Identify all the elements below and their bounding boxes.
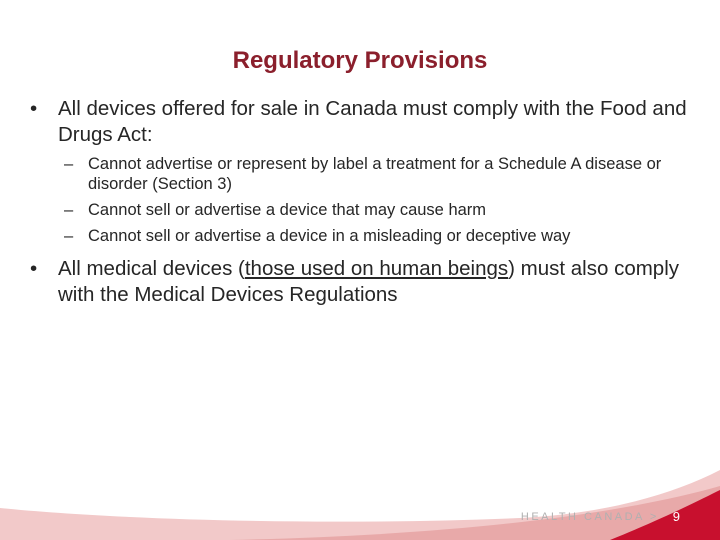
page-number: 9 bbox=[672, 509, 680, 524]
sub-bullet-item bbox=[30, 226, 700, 246]
bullet-icon: • bbox=[30, 97, 38, 120]
bullet-text-pre: All medical devices ( bbox=[58, 257, 245, 280]
bullet-item-1 bbox=[30, 96, 700, 148]
sub-bullet-item bbox=[30, 200, 700, 220]
underlined-phrase: those used on human beings bbox=[244, 257, 509, 280]
sub-bullet-item bbox=[30, 154, 700, 194]
sub-bullet-text: Cannot sell or advertise a device in a misleading or deceptive way bbox=[88, 227, 571, 245]
sub-bullet-list bbox=[30, 154, 700, 246]
footer bbox=[521, 509, 680, 524]
dash-icon: – bbox=[64, 227, 74, 245]
dash-icon: – bbox=[64, 201, 74, 219]
slide-title: Regulatory Provisions bbox=[232, 47, 488, 74]
dash-icon: – bbox=[64, 155, 74, 173]
sub-bullet-text: Cannot advertise or represent by label a treatment for a Schedule A disease or disorder (Section 3) bbox=[88, 155, 662, 193]
bullet-text-post: ) must also comply with the Medical Devices Regulations bbox=[58, 257, 680, 306]
bullet-text: All devices offered for sale in Canada must comply with the Food and Drugs Act: bbox=[58, 97, 687, 146]
slide-body bbox=[30, 96, 700, 308]
sub-bullet-text: Cannot sell or advertise a device that may cause harm bbox=[88, 201, 487, 219]
footer-brand: HEALTH CANADA > bbox=[520, 510, 659, 523]
bullet-icon: • bbox=[30, 257, 38, 280]
bullet-item-2 bbox=[30, 256, 700, 308]
